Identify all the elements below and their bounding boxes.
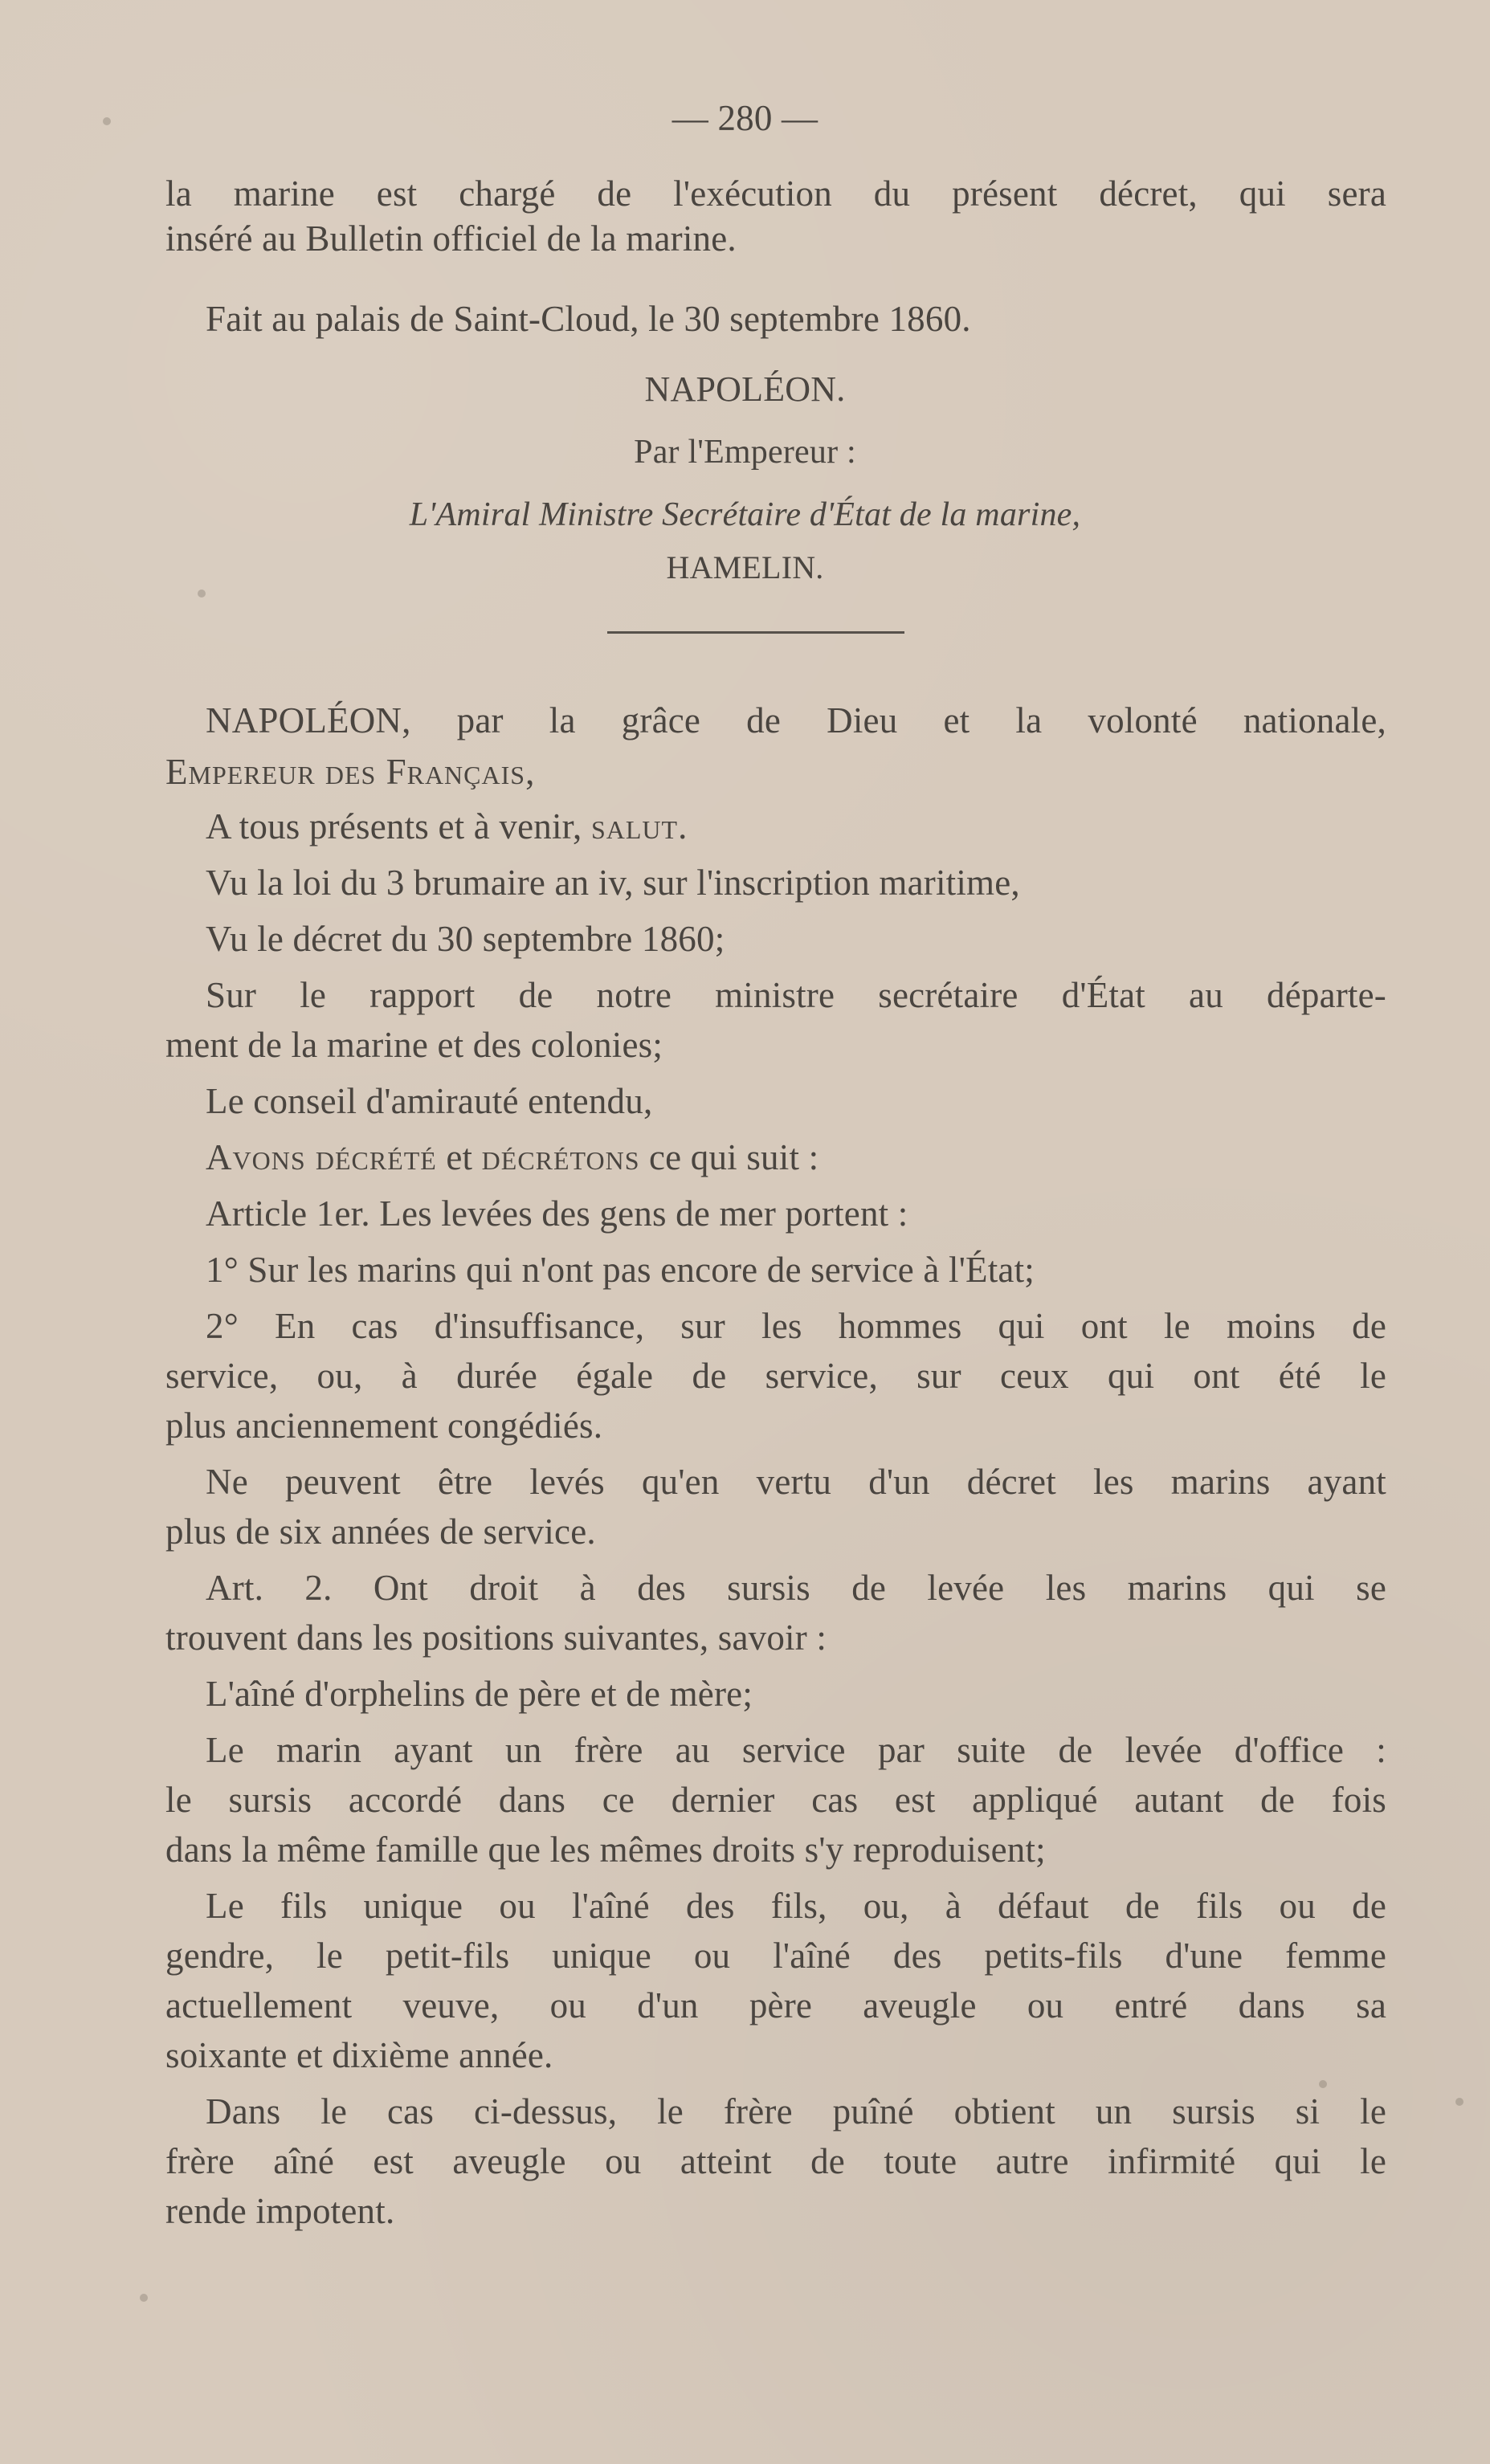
- ink-speck: [1455, 2098, 1463, 2106]
- decree-opening-line-2: Empereur des Français,: [165, 752, 536, 792]
- salutation: [206, 805, 1386, 848]
- header-line-1: la marine est chargé de l'exécution du présent décret, qui sera: [165, 173, 1386, 214]
- decree-opening-line-1: NAPOLÉON, par la grâce de Dieu et la volonté nationale,: [206, 700, 1386, 740]
- decreed-line: [206, 1136, 1386, 1179]
- by-emperor: Par l'Empereur :: [634, 434, 856, 471]
- article-1-item-2-end: plus anciennement congédiés.: [165, 1405, 603, 1446]
- article-1-extra-1: Ne peuvent être levés qu'en vertu d'un décret les marins ayant: [206, 1462, 1386, 1502]
- minister-name: HAMELIN.: [666, 549, 824, 585]
- ink-speck: [103, 117, 111, 125]
- report-line-1: Sur le rapport de notre ministre secrétaire d'État au départe-: [206, 975, 1386, 1015]
- article-2-paragraph-2-line-1: Le marin ayant un frère au service par suite de levée d'office :: [206, 1730, 1386, 1770]
- article-1-heading: [206, 1192, 1386, 1235]
- article-1-extra-2: plus de six années de service.: [165, 1511, 596, 1552]
- decreed-decretons: décrétons: [481, 1137, 640, 1177]
- article-1-title-rest: Les levées des gens de mer portent :: [379, 1193, 908, 1234]
- article-1-item-2-continuation: service, ou, à durée égale de service, sur ceux qui ont été le: [165, 1356, 1386, 1396]
- article-2-paragraph-4-line-2: frère aîné est aveugle ou atteint de toute autre infirmité qui le: [165, 2141, 1386, 2181]
- ink-speck: [198, 589, 206, 598]
- article-2-paragraph-1: L'aîné d'orphelins de père et de mère;: [206, 1674, 753, 1714]
- decreed-avons: Avons décrété: [206, 1137, 437, 1177]
- visa-1: Vu la loi du 3 brumaire an iv, sur l'inscription maritime,: [206, 863, 1020, 903]
- signature-name: NAPOLÉON.: [644, 369, 846, 409]
- article-2-paragraph-3-line-3: actuellement veuve, ou d'un père aveugle ou entré dans sa: [165, 1985, 1386, 2025]
- decreed-rest: ce qui suit :: [648, 1137, 819, 1177]
- article-2-intro-2: trouvent dans les positions suivantes, savoir :: [165, 1618, 827, 1658]
- article-2-paragraph-3-line-2: gendre, le petit-fils unique ou l'aîné des petits-fils d'une femme: [165, 1936, 1386, 1976]
- article-1-item-2: 2° En cas d'insuffisance, sur les hommes qui ont le moins de: [206, 1306, 1386, 1346]
- article-2-paragraph-4-line-1: Dans le cas ci-dessus, le frère puîné obtient un sursis si le: [206, 2091, 1386, 2132]
- article-2-paragraph-2-line-2: le sursis accordé dans ce dernier cas est appliqué autant de fois: [165, 1780, 1386, 1820]
- salutation-salut: salut.: [590, 806, 688, 846]
- ink-speck: [140, 2294, 148, 2302]
- article-1-label: Article 1er.: [206, 1193, 370, 1234]
- header-line-2: inséré au Bulletin officiel de la marine.: [165, 218, 737, 259]
- article-2-paragraph-2-line-3: dans la même famille que les mêmes droits s'y reproduisent;: [165, 1830, 1046, 1870]
- decreed-et: et: [446, 1137, 473, 1177]
- article-2-paragraph-4-line-3: rende impotent.: [165, 2191, 395, 2231]
- ink-speck: [1319, 2080, 1327, 2088]
- salutation-prefix: A tous présents et à venir,: [206, 806, 582, 846]
- page-number: — 280 —: [672, 98, 818, 138]
- article-2-intro-1: Art. 2. Ont droit à des sursis de levée les marins qui se: [206, 1568, 1386, 1608]
- article-2-paragraph-3-line-4: soixante et dixième année.: [165, 2035, 553, 2075]
- council-line: Le conseil d'amirauté entendu,: [206, 1081, 653, 1121]
- section-divider: [607, 631, 904, 634]
- report-line-2: ment de la marine et des colonies;: [165, 1025, 663, 1065]
- visa-2: Vu le décret du 30 septembre 1860;: [206, 919, 725, 959]
- minister-title: L'Amiral Ministre Secrétaire d'État de la marine,: [409, 496, 1081, 533]
- article-1-item-1: 1° Sur les marins qui n'ont pas encore de service à l'État;: [206, 1250, 1035, 1290]
- date-line: Fait au palais de Saint-Cloud, le 30 septembre 1860.: [206, 299, 971, 339]
- article-2-paragraph-3-line-1: Le fils unique ou l'aîné des fils, ou, à défaut de fils ou de: [206, 1886, 1386, 1926]
